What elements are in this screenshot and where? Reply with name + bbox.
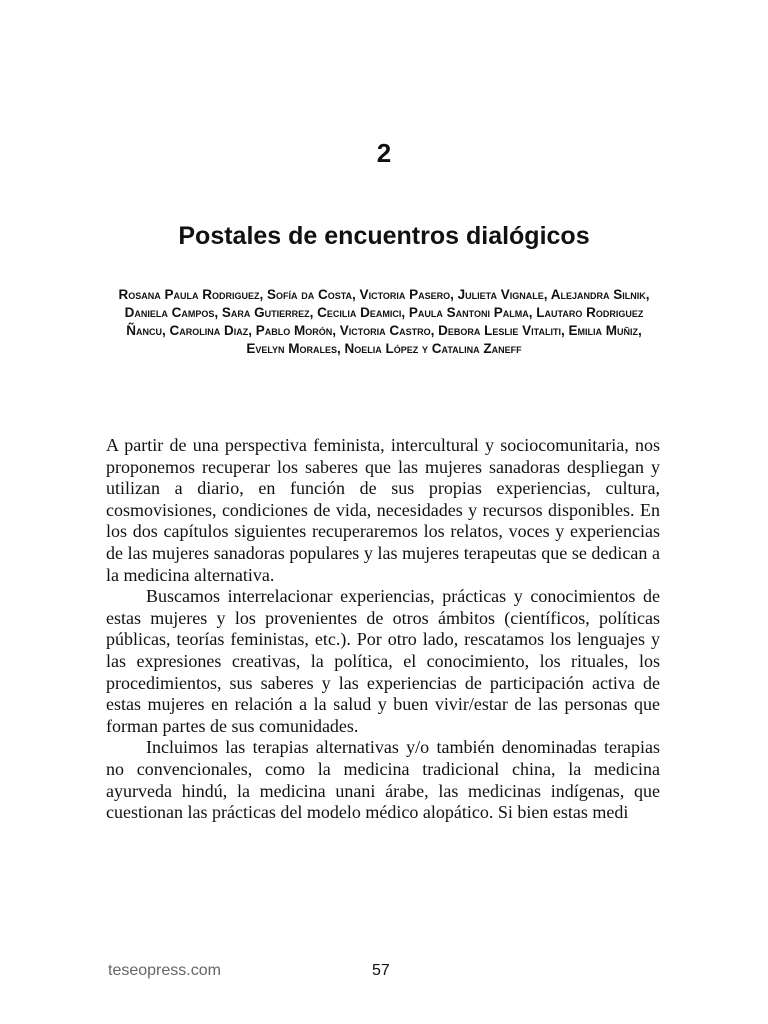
chapter-number: 2 xyxy=(376,138,392,168)
paragraph: A partir de una perspectiva feminista, intercultural y sociocomunitaria, nos proponemos recuperar los saberes que las mujeres sanadoras despliegan y utilizan a diario, en función de sus propias experiencias, cultura, cosmovisiones, condiciones de vida, necesidades y recursos disponibles. En los dos capítulos siguientes recuperaremos los relatos, voces y experiencias de las mujeres sanadoras populares y las mujeres terapeutas que se dedican a la medicina alternativa. xyxy=(106,435,660,585)
paragraph: Buscamos interrelacionar experiencias, prácticas y conocimientos de estas mujeres y los provenientes de otros ámbitos (científicos, políticas públicas, teorías feministas, etc.). Por otro lado, rescatamos los lenguajes y las expresiones creativas, la política, el conocimiento, los rituales, los procedimientos, sus saberes y las experiencias de participación activa de estas mujeres en relación a la salud y buen vivir/estar de las personas que forman partes de sus comunidades. xyxy=(106,586,660,736)
body-text xyxy=(106,435,660,824)
chapter-authors: Rosana Paula Rodriguez, Sofía da Costa, Victoria Pasero, Julieta Vignale, Alejandra Silnik, Daniela Campos, Sara Gutierrez, Cecilia Deamici, Paula Santoni Palma, Lautaro Rodriguez Ñancu, Carolina Diaz, Pablo Morón, Victoria Castro, Debora Leslie Vitaliti, Emilia Muñiz, Evelyn Morales, Noelia López y Catalina Zaneff xyxy=(118,287,650,356)
chapter-title: Postales de encuentros dialógicos xyxy=(178,222,590,250)
paragraph: Incluimos las terapias alternativas y/o también denominadas terapias no convencionales, como la medicina tradicional china, la medicina ayurveda hindú, la medicina unani árabe, las medicinas indígenas, que cuestionan las prácticas del modelo médico alopático. Si bien estas medi xyxy=(106,737,660,823)
footer-site-link[interactable]: teseopress.com xyxy=(108,962,221,979)
page-number: 57 xyxy=(372,962,390,979)
